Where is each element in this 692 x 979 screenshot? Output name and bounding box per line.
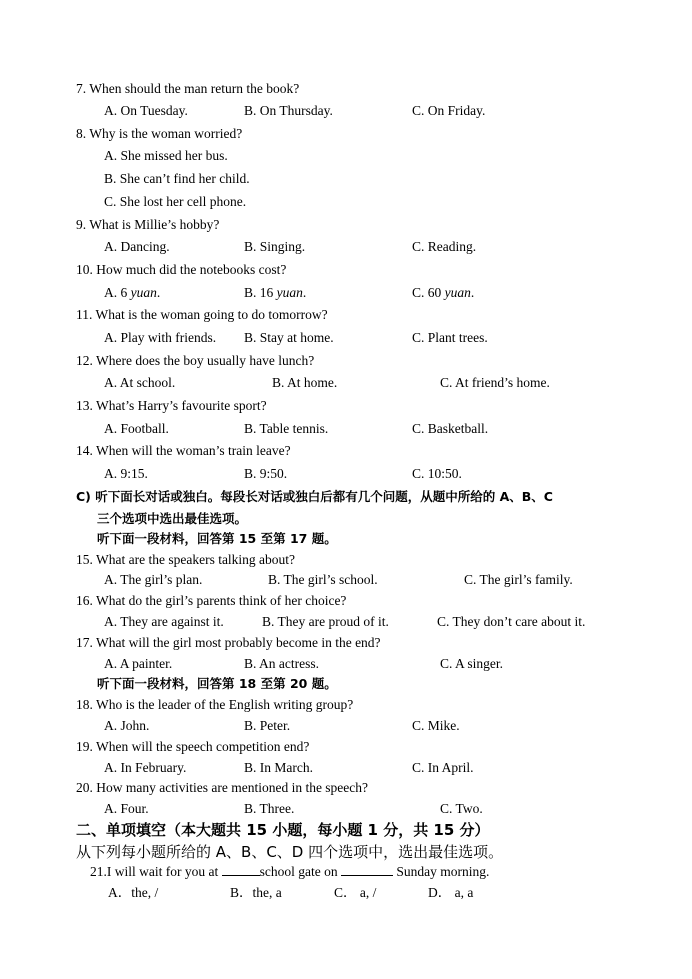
- q18-option-c: C. Mike.: [412, 718, 460, 733]
- question-13: 13. What’s Harry’s favourite sport?: [76, 398, 267, 413]
- q15-option-c: C. The girl’s family.: [464, 572, 573, 587]
- q19-option-a: A. In February.: [104, 760, 187, 775]
- question-16: 16. What do the girl’s parents think of her choice?: [76, 593, 347, 608]
- question-11: 11. What is the woman going to do tomorrow?: [76, 307, 328, 322]
- q9-option-c: C. Reading.: [412, 239, 477, 254]
- q15-option-a: A. The girl’s plan.: [104, 572, 203, 587]
- q16-option-c: C. They don’t care about it.: [437, 614, 586, 629]
- q14-option-b: B. 9:50.: [244, 466, 288, 481]
- q21-option-c: C． a, /: [334, 885, 377, 900]
- section-c-instruction: C) 听下面长对话或独白。每段长对话或独白后都有几个问题，从题中所给的 A、B、C: [76, 489, 553, 504]
- q7-option-a: A. On Tuesday.: [104, 103, 188, 118]
- q11-option-c: C. Plant trees.: [412, 330, 488, 345]
- q13-option-c: C. Basketball.: [412, 421, 489, 436]
- q8-option-a: A. She missed her bus.: [104, 148, 228, 163]
- q10-option-a: A. 6 yuan.: [104, 285, 161, 300]
- q11-option-a: A. Play with friends.: [104, 330, 217, 345]
- q20-option-a: A. Four.: [104, 801, 149, 816]
- q21-option-b: B．the, a: [230, 885, 282, 900]
- question-17: 17. What will the girl most probably become in the end?: [76, 635, 381, 650]
- q15-option-b: B. The girl’s school.: [268, 572, 378, 587]
- question-18: 18. Who is the leader of the English writing group?: [76, 697, 354, 712]
- question-20: 20. How many activities are mentioned in the speech?: [76, 780, 369, 795]
- q18-option-a: A. John.: [104, 718, 150, 733]
- question-14: 14. When will the woman’s train leave?: [76, 443, 291, 458]
- question-19: 19. When will the speech competition end?: [76, 739, 310, 754]
- q20-option-b: B. Three.: [244, 801, 295, 816]
- q12-option-c: C. At friend’s home.: [440, 375, 550, 390]
- q20-option-c: C. Two.: [440, 801, 483, 816]
- q13-option-a: A. Football.: [104, 421, 169, 436]
- question-21: 21.I will wait for you at school gate on Sunday morning.: [90, 864, 490, 879]
- q7-option-c: C. On Friday.: [412, 103, 486, 118]
- q19-option-c: C. In April.: [412, 760, 474, 775]
- question-15: 15. What are the speakers talking about?: [76, 552, 296, 567]
- listening-material-1-label: 听下面一段材料，回答第 15 至第 17 题。: [97, 531, 337, 546]
- blank-2: [341, 863, 393, 876]
- question-12: 12. Where does the boy usually have lunch?: [76, 353, 315, 368]
- section-2-instruction: 从下列每小题所给的 A、B、C、D 四个选项中，选出最佳选项。: [76, 843, 504, 861]
- q8-option-c: C. She lost her cell phone.: [104, 194, 247, 209]
- q17-option-c: C. A singer.: [440, 656, 504, 671]
- q17-option-b: B. An actress.: [244, 656, 319, 671]
- q10-option-b: B. 16 yuan.: [244, 285, 307, 300]
- q18-option-b: B. Peter.: [244, 718, 291, 733]
- blank-1: [222, 863, 260, 876]
- listening-material-2-label: 听下面一段材料，回答第 18 至第 20 题。: [97, 676, 337, 691]
- question-8: 8. Why is the woman worried?: [76, 126, 243, 141]
- q16-option-b: B. They are proud of it.: [262, 614, 389, 629]
- q16-option-a: A. They are against it.: [104, 614, 224, 629]
- q19-option-b: B. In March.: [244, 760, 313, 775]
- q7-option-b: B. On Thursday.: [244, 103, 333, 118]
- q12-option-a: A. At school.: [104, 375, 176, 390]
- question-9: 9. What is Millie’s hobby?: [76, 217, 220, 232]
- q13-option-b: B. Table tennis.: [244, 421, 329, 436]
- q9-option-a: A. Dancing.: [104, 239, 170, 254]
- q14-option-c: C. 10:50.: [412, 466, 462, 481]
- q9-option-b: B. Singing.: [244, 239, 306, 254]
- q21-option-a: A．the, /: [108, 885, 159, 900]
- q8-option-b: B. She can’t find her child.: [104, 171, 250, 186]
- q21-option-d: D． a, a: [428, 885, 474, 900]
- section-2-title: 二、单项填空（本大题共 15 小题，每小题 1 分，共 15 分）: [76, 821, 490, 839]
- q14-option-a: A. 9:15.: [104, 466, 148, 481]
- question-7: 7. When should the man return the book?: [76, 81, 300, 96]
- q17-option-a: A. A painter.: [104, 656, 173, 671]
- question-10: 10. How much did the notebooks cost?: [76, 262, 287, 277]
- section-c-instruction-cont: 三个选项中选出最佳选项。: [97, 511, 248, 526]
- q10-option-c: C. 60 yuan.: [412, 285, 475, 300]
- q12-option-b: B. At home.: [272, 375, 338, 390]
- q11-option-b: B. Stay at home.: [244, 330, 334, 345]
